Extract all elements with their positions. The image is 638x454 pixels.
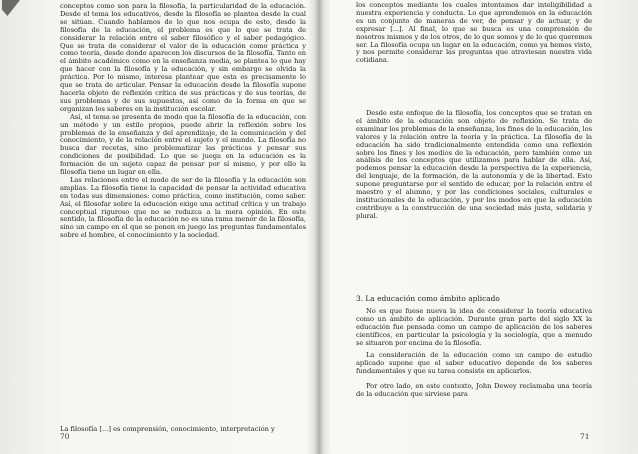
left-page-text-block-1 xyxy=(60,3,306,240)
right-page-text-block-3 xyxy=(356,308,592,348)
right-paragraph-4: La consideración de la educación como un campo de estudio aplicado supone que el saber educativo depende de los saberes fundamentales y que su tarea consiste en aplicarlos. xyxy=(356,351,592,375)
left-paragraph-3: Las relaciones entre el modo de ser de la filosofía y la educación son amplias. La filosofía tiene la capacidad de pensar la actividad educativa en todas sus dimensiones: como práctica, como institución, como saber. Así, el filosofar sobre la educación exige una actitud crítica y un trabajo conceptual riguroso que no se reduzca a la mera opinión. En este sentido, la filosofía de la educación no es una rama menor de la filosofía, sino un campo en el que se ponen en juego las preguntas fundamentales sobre el hombre, el conocimiento y la sociedad. xyxy=(60,175,306,240)
corner-binding-mark xyxy=(2,0,20,16)
right-page-text-block-4 xyxy=(356,352,592,376)
right-paragraph-1: los conceptos mediante los cuales intentamos dar inteligibilidad a nuestra experiencia y conducta. Lo que aprendemos en la educación es un conjunto de maneras de ver, de pensar y de actuar, y de expresar [...]. Al final, lo que se busca es una comprensión de nosotros mismos y de los otros, de lo que somos y de lo que queremos ser. La filosofía ocupa un lugar en la educación, como ya hemos visto, y nos permite considerar las preguntas que atraviesan nuestra vida cotidiana. xyxy=(356,1,592,65)
left-page-number: 70 xyxy=(60,432,70,441)
right-page xyxy=(320,0,638,454)
right-paragraph-2: Desde este enfoque de la filosofía, los conceptos que se tratan en el ámbito de la educación son objeto de reflexión. Se trata de examinar los problemas de la enseñanza, los fines de la educación, los valores y la relación entre la teoría y la práctica. La filosofía de la educación ha sido tradicionalmente entendida como una reflexión sobre los fines y los medios de la educación, pero también como un análisis de los conceptos que utilizamos para hablar de ella. Así, podemos pensar la educación desde la perspectiva de la experiencia, del lenguaje, de la formación, de la autonomía y de la libertad. Esto supone preguntarse por el sentido de educar, por la relación entre el maestro y el alumno, y por las condiciones sociales, culturales e institucionales de la educación, y por los modos en que la educación contribuye a la construcción de una sociedad más justa, solidaria y plural. xyxy=(356,109,592,220)
right-page-text-block-5 xyxy=(356,383,592,399)
left-page xyxy=(0,0,318,454)
left-paragraph-2: Así, el tema se presenta de modo que la filosofía de la educación, con un método y un estilo propios, puede abrir la reflexión sobre los problemas de la enseñanza y del aprendizaje, de la comunicación y del conocimiento, y de la relación entre el sujeto y el mundo. La filosofía no busca dar recetas, sino problematizar las prácticas y pensar sus condiciones de posibilidad. Lo que se juega en la educación es la formación de un sujeto capaz de pensar por sí mismo, y por ello la filosofía tiene un lugar en ella. xyxy=(60,112,306,177)
left-page-last-line: La filosofía [...] es comprensión, conocimiento, interpretación y xyxy=(60,425,275,433)
right-page-text-block-2 xyxy=(356,110,592,221)
left-paragraph-1: conceptos como son para la filosofía, la particularidad de la educación. Desde el tema los educativos, desde la filosofía se plantea desde la cual se sitúan. Cuando hablamos de lo que nos ocupa de esto, desde la filosofía de la educación, el problema es que lo que se trata de considerar la relación entre el saber filosófico y el saber pedagógico. Que se trata de considerar el valor de la educación como práctica y como teoría, desde donde aparecen los discursos de la filosofía. Tanto en el ámbito académico como en la enseñanza media, se plantea lo que hay que hacer con la filosofía y la educación, y sin embargo se olvida la práctica. Por lo mismo, interesa plantear que esta es precisamente lo que se trata de articular. Pensar la educación desde la filosofía supone hacerla objeto de reflexión crítica de sus prácticas y de sus teorías, de sus problemas y de sus supuestos, así como de la forma en que se organizan los saberes en la institución escolar. xyxy=(60,2,306,113)
right-page-text-block-1 xyxy=(356,2,592,65)
right-page-number: 71 xyxy=(580,432,590,441)
section-heading: 3. La educación como ámbito aplicado xyxy=(356,294,500,303)
right-paragraph-3: No es que fuese nueva la idea de considerar la teoría educativa como un ámbito de aplicación. Durante gran parte del siglo XX la educación fue pensada como un campo de aplicación de los saberes científicos, en particular la psicología y la sociología, que a menudo se situaron por encima de la filosofía. xyxy=(356,307,592,347)
right-paragraph-5: Por otro lado, en este contexto, John Dewey reclamaba una teoría de la educación que sirviese para xyxy=(356,382,592,398)
